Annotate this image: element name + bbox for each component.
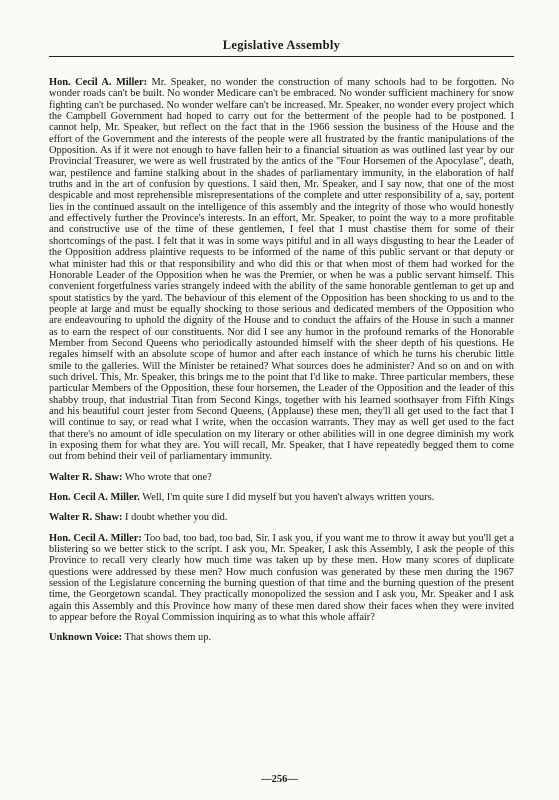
speaker-name: Unknown Voice: — [49, 632, 123, 644]
speech-paragraph — [49, 632, 514, 643]
speech-text: That shows them up. — [124, 632, 212, 644]
page-number: —256— — [261, 774, 298, 785]
speech-paragraph — [49, 512, 514, 523]
speaker-name: Hon. Cecil A. Miller: — [49, 77, 148, 88]
header-rule — [49, 56, 514, 57]
speaker-name: Hon. Cecil A. Miller: — [49, 532, 142, 544]
speaker-name: Walter R. Shaw: — [49, 512, 123, 524]
speech-text: I doubt whether you did. — [125, 512, 228, 524]
speech-paragraph — [49, 492, 514, 503]
speech-paragraph — [49, 472, 514, 483]
speaker-name: Hon. Cecil A. Miller. — [49, 492, 140, 504]
speech-paragraph — [49, 533, 514, 624]
page-header: Legislative Assembly — [222, 38, 341, 52]
speech-text: Mr. Speaker, no wonder the construction of many schools had to be forgotten. No wonder roads can't be built. No wonder Medicare can't be embraced. No wonder sufficient machinery for snow fighting can't be purchased. No wonder welfare can't be increased. Mr. Speaker, no wonder every project which the Campbell Government had hoped to carry out for the betterment of the people had to be postponed. I cannot help, Mr. Speaker, but reflect on the fact that in the 1966 session the business of the House and the effort of the Government and the interests of the people were all frustrated by the frantic manipulations of the Opposition. As if it were not enough to have fallen heir to a financial situation as was outlined last year by our Provincial Treasurer, we were as well frustrated by the antics of the "Four Horsemen of the Apocylase", death, war, pestilence and famine stalking about in the shades of parliamentary immunity, in the elaboration of half truths and in the art of confusion by questions. I said then, Mr. Speaker, and I say now, that one of the most despicable and most reprehensible misrepresentations of the complete and utter responsibility of a, say, portent lies in the continued assault on the intelligence of this assembly and the integrity of those who would honestly and effectively further the Province's interests. In an effort, Mr. Speaker, to point the way to a more profitable and constructive use of the time of these gentlemen, I feel that I must chastise them for some of their shortcomings of the past. I felt that it was in some ways pitiful and in all ways disgusting to hear the Leader of the Opposition address plaintive requests to be informed of the name of this public servant or that deputy or what minister had this or that responsibility and who did this or that when most of them had worked for the Honorable Leader of the Opposition when he was the Premier, or when he was a public servant himself. This convenient forgetfulness varies strangely indeed with the ability of the same honorable gentleman to get up and spout statistics by the yard. The behaviour of this element of the Opposition has been shocking to us and to the people at large and must be equally shocking to those serious and dedicated members of the Opposition who are endeavouring to uphold the dignity of the House and to conduct the affairs of the House in such a manner as to earn the respect of our constituents. Nor did I see any humor in the profound remarks of the Honorable Member from Second Queens who periodically astounded himself with the sheer depth of his questions. He regales himself with an absolute scope of humor and after each instance of which he turns his cherubic little smile to the galleries. Will the Minister be retained? What sources does he administer? And so on and on with such drivel. This, Mr. Speaker, this brings me to the point that I'd like to make. Three particular members, these particular Members of the Opposition, these four horsemen, the Leader of the Opposition and the leader of this shabby troup, that industrial Titan from Second Kings, together with his learned soothsayer from Fifth Kings and his beautiful court jester from Second Queens, (Applause) these men, they'll all get used to the fact that I will continue to say, or read what I write, when the occasion warrants. They may as well get used to the fact that there's no amount of idle speculation on my literary or other abilities will in one degree diminish my work in exposing them for what they are. You will recall, Mr. Speaker, that I have repeatedly begged them to come out from behind their veil of parliamentary immunity. — [49, 77, 514, 463]
speech-text: Well, I'm quite sure I did myself but you haven't always written yours. — [142, 492, 435, 504]
speech-paragraph — [49, 77, 514, 463]
speech-text: Who wrote that one? — [124, 471, 212, 483]
speaker-name: Walter R. Shaw: — [49, 471, 123, 483]
speech-text: Too bad, too bad, too bad, Sir. I ask you, if you want me to throw it away but you'll get a blistering so we better stick to the script. I ask you, Mr. Speaker, I ask this Assembly, I ask the people of this Province to recall very clearly how much time was taken up by these men. How many scores of duplicate questions were addressed by these men? How much confusion was generated by these men during the 1967 session of the Legislature concerning the burning question of that time and the burning question of the present time, the Georgetown scandal. They practically monopolized the session and I ask you, Mr. Speaker and I ask again this Assembly and this Province how many of these men dared show their faces when they were invited to appear before the Royal Commission inquiring as to what this whole affair? — [49, 532, 514, 624]
